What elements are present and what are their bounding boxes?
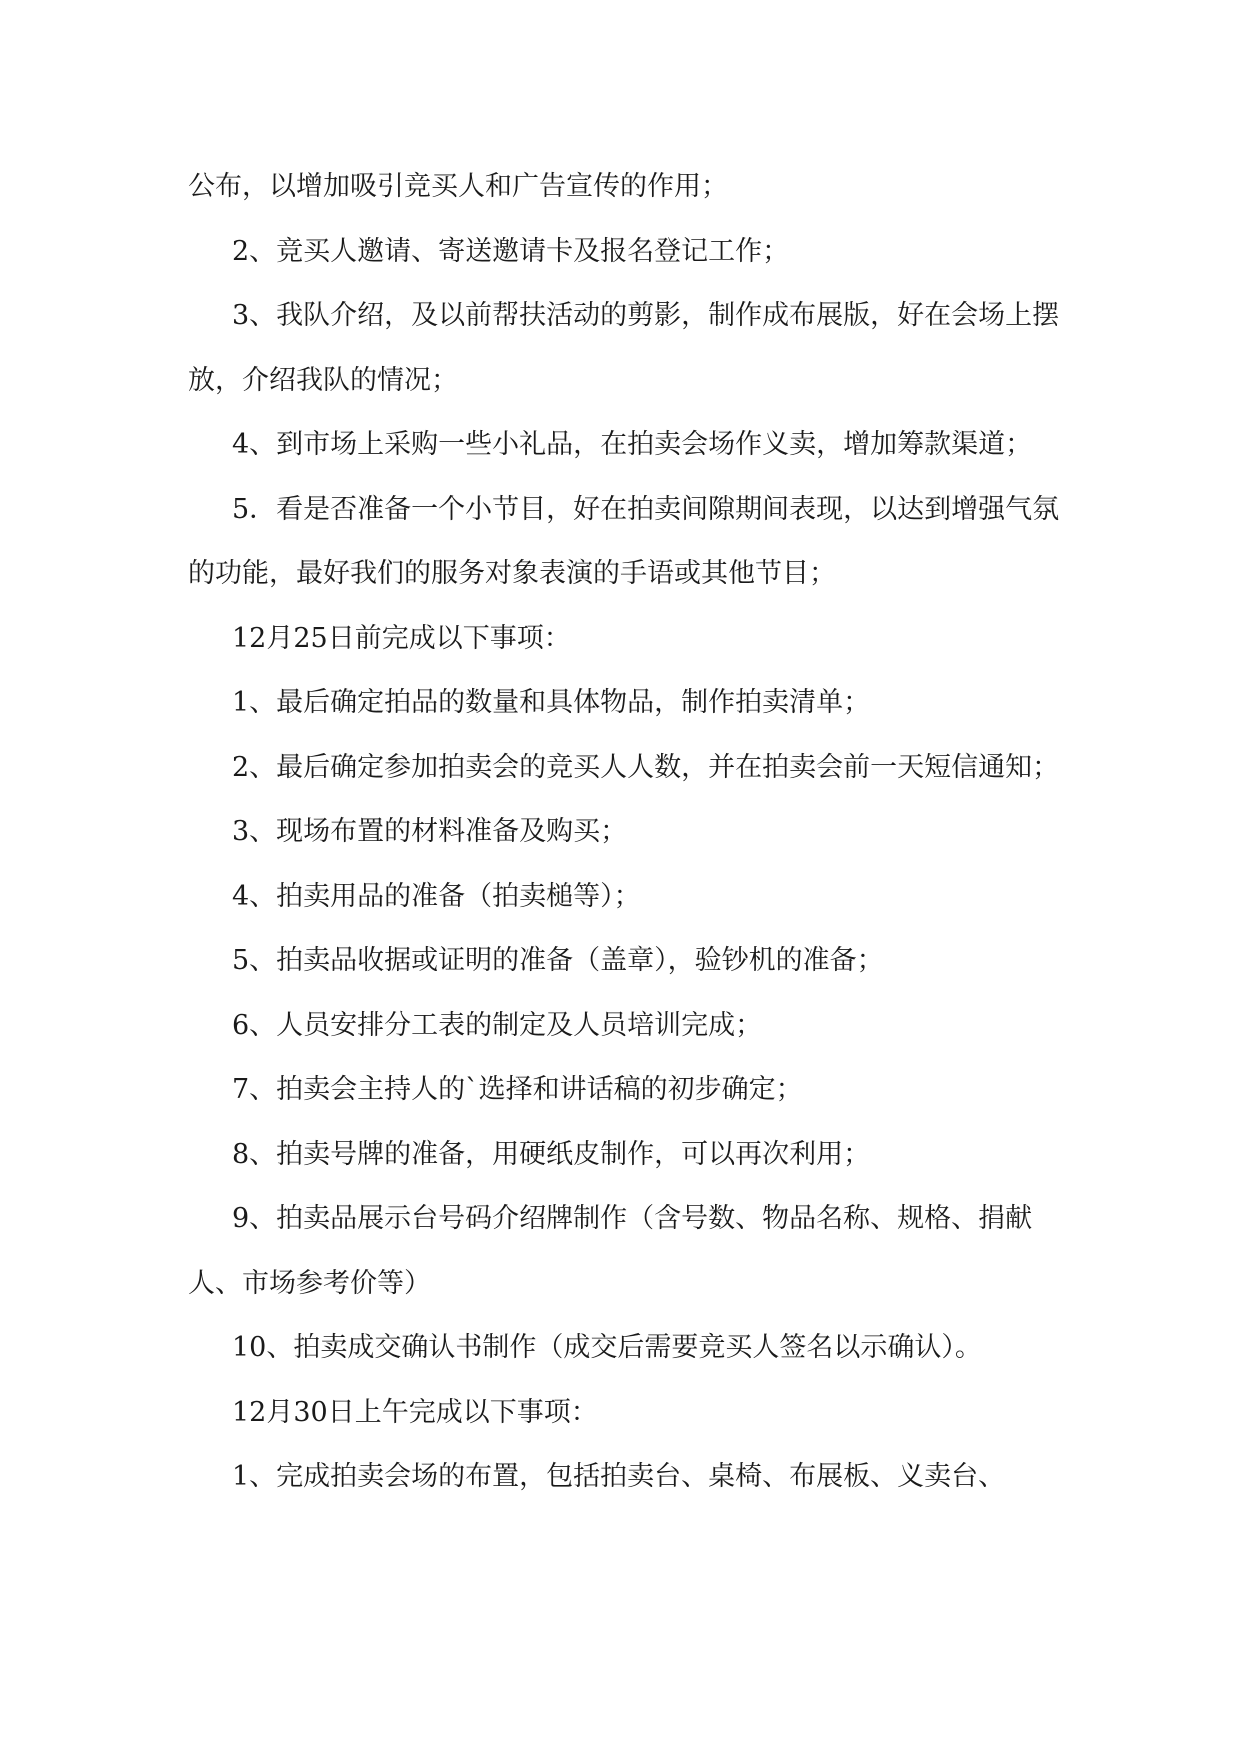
paragraph-item: 3、现场布置的材料准备及购买； [232, 816, 628, 847]
paragraph-item: 4、到市场上采购一些小礼品，在拍卖会场作义卖，增加筹款渠道； [232, 429, 1033, 460]
paragraph-item: 2、最后确定参加拍卖会的竞买人人数，并在拍卖会前一天短信通知； [232, 751, 1060, 783]
paragraph-item: 9、拍卖品展示台号码介绍牌制作（含号数、物品名称、规格、捐献人、市场参考价等） [188, 1203, 1033, 1299]
paragraph-item: 10、拍卖成交确认书制作（成交后需要竞买人签名以示确认）。 [232, 1332, 982, 1363]
paragraph-item: 5．看是否准备一个小节目，好在拍卖间隙期间表现，以达到增强气氛的功能，最好我们的服务对象表演的手语或其他节目； [188, 493, 1060, 589]
paragraph-item: 7、拍卖会主持人的`选择和讲话稿的初步确定； [232, 1074, 803, 1105]
paragraph-item: 5、拍卖品收据或证明的准备（盖章），验钞机的准备； [232, 945, 884, 976]
paragraph-item: 3、我队介绍，及以前帮扶活动的剪影，制作成布展版，好在会场上摆放，介绍我队的情况； [188, 300, 1060, 396]
paragraph-item: 8、拍卖号牌的准备，用硬纸皮制作，可以再次利用； [232, 1138, 871, 1170]
paragraph-continuation: 公布，以增加吸引竞买人和广告宣传的作用； [188, 171, 728, 202]
paragraph-item: 2、竞买人邀请、寄送邀请卡及报名登记工作； [232, 235, 790, 267]
section-heading-dec30: 12月30日上午完成以下事项： [232, 1396, 598, 1428]
paragraph-item: 1、最后确定拍品的数量和具体物品，制作拍卖清单； [232, 687, 871, 718]
section-heading-dec25: 12月25日前完成以下事项： [232, 622, 571, 654]
document-body [188, 155, 1068, 1510]
paragraph-item: 1、完成拍卖会场的布置，包括拍卖台、桌椅、布展板、义卖台、 [232, 1461, 1006, 1492]
paragraph-item: 6、人员安排分工表的制定及人员培训完成； [232, 1009, 763, 1041]
paragraph-item: 4、拍卖用品的准备（拍卖槌等）； [232, 880, 641, 912]
